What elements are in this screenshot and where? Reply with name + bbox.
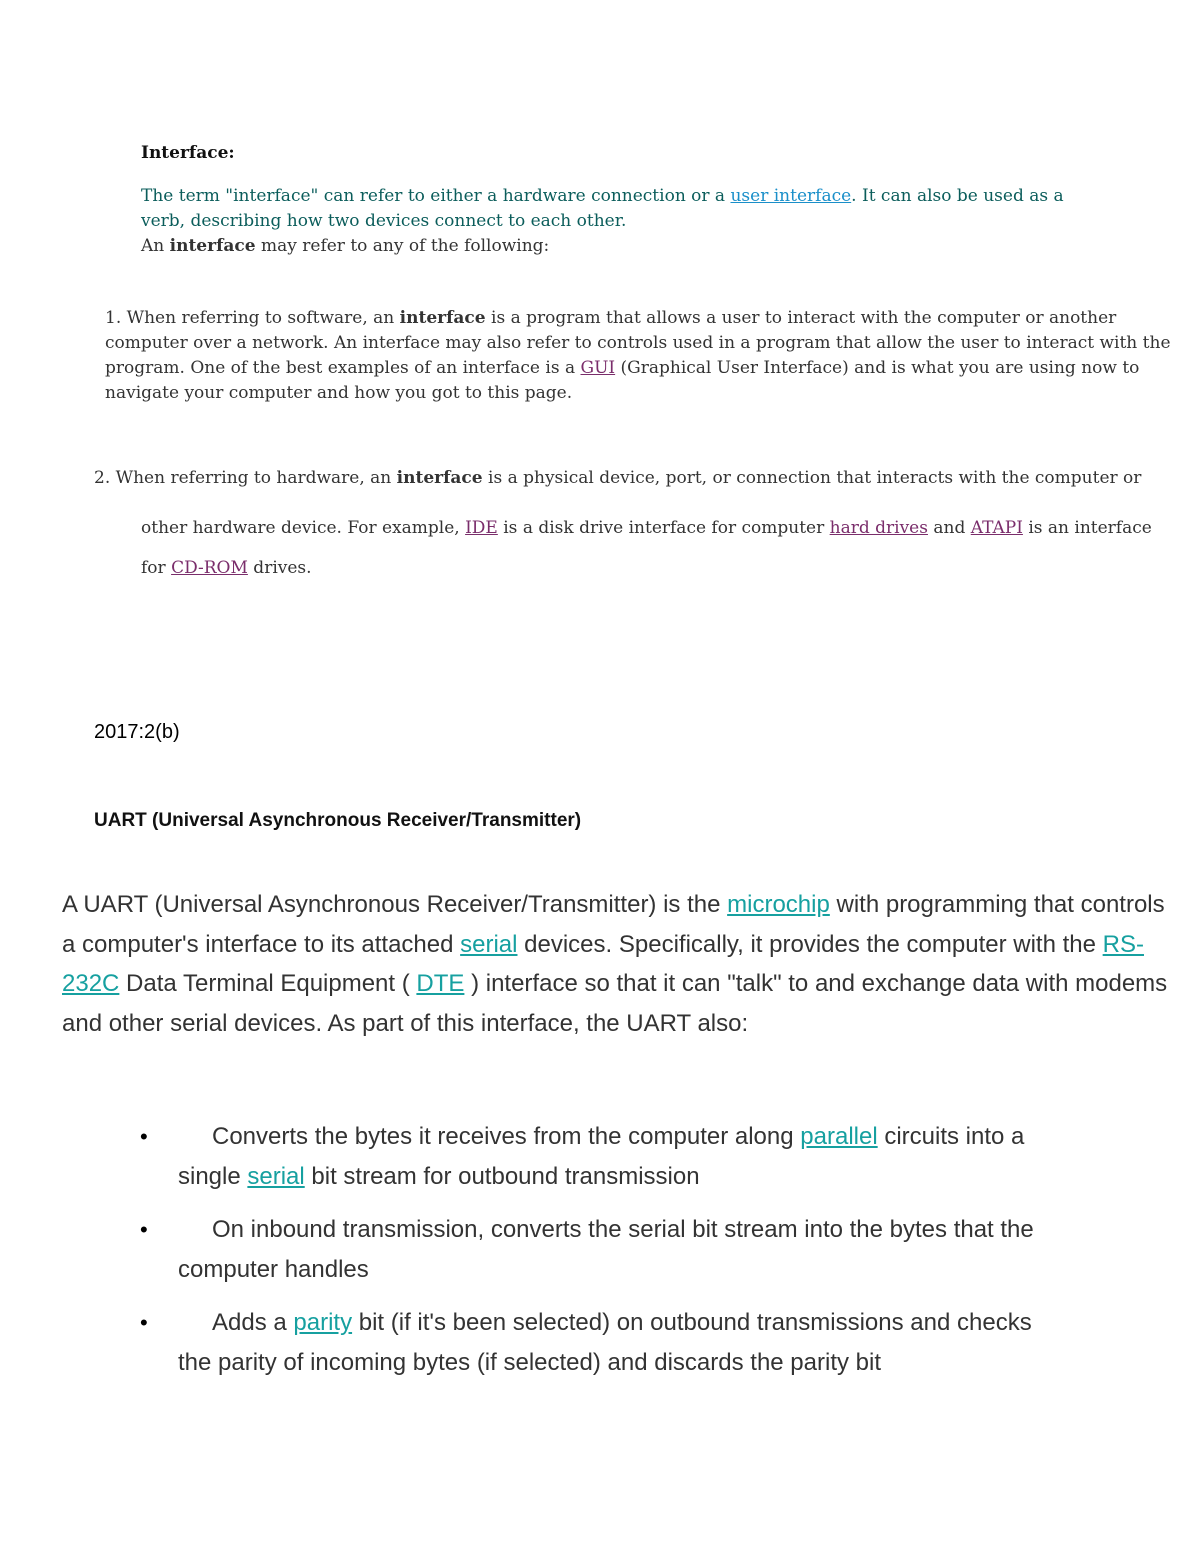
intro-text-3b: interface [169,236,256,256]
parity-link[interactable]: parity [293,1309,353,1336]
item1-text-b: interface [399,308,486,328]
bullet2-text: On inbound transmission, converts the serial bit stream into the bytes that the computer handles [178,1216,1034,1283]
microchip-link[interactable]: microchip [727,891,830,918]
ide-link[interactable]: IDE [465,518,498,538]
uart-text-4: Data Terminal Equipment ( [119,970,417,997]
uart-heading: UART (Universal Asynchronous Receiver/Transmitter) [94,810,582,831]
intro-text-1: The term "interface" can refer to either a hardware connection or a [141,186,731,206]
user-interface-link[interactable]: user interface [730,186,852,206]
bullet1-text-b: circuits into a single [178,1123,1025,1190]
bullet-dot: • [140,1217,148,1242]
bullet-item-3 [140,1303,1060,1383]
item2-text-h: drives. [247,558,312,578]
item2-text-b: interface [396,468,483,488]
uart-text-3: devices. Specifically, it provides the computer with the [517,930,1103,958]
intro-text-3c: may refer to any of the following: [255,236,550,256]
item1-text-d: (Graphical User Interface) and is what you are using now to navigate your computer and how you got to this page. [105,358,1140,403]
parallel-link[interactable]: parallel [800,1123,878,1150]
interface-item-2-cont [141,508,1181,588]
interface-item-1 [105,306,1175,406]
bullet1-text-a: Converts the bytes it receives from the computer along [212,1123,801,1150]
hard-drives-link[interactable]: hard drives [829,518,928,538]
item2-text-g: is an interface for [141,518,1152,578]
interface-item-2-line1 [94,468,1174,488]
item2-text-c: is a physical device, port, or connection that interacts with the computer or [482,468,1142,488]
bullet-dot: • [140,1124,148,1149]
item1-text-c: is a program that allows a user to interact with the computer or another computer over a network. An interface may also refer to controls used in a program that allow the user to interact with the program. One of the best examples of an interface is a [105,308,1171,378]
bullet3-text-a: Adds a [212,1309,294,1336]
gui-link[interactable]: GUI [580,358,616,378]
intro-text-2: . It can also be used as a verb, describing how two devices connect to each other. [141,186,1064,231]
uart-text-2: with programming that controls a computer's interface to its attached [62,891,1165,958]
item1-text-a: 1. When referring to software, an [105,308,400,328]
item2-text-f: and [927,518,971,538]
bullet-dot: • [140,1310,148,1335]
interface-title: Interface: [141,143,235,163]
item2-text-a: 2. When referring to hardware, an [94,468,397,488]
uart-text-5: ) interface so that it can "talk" to and exchange data with modems and other serial devices. As part of this interface, the UART also: [62,970,1168,1037]
uart-paragraph [62,885,1172,1043]
bullet-item-2 [140,1210,1060,1290]
dte-link[interactable]: DTE [416,970,465,997]
atapi-link[interactable]: ATAPI [970,518,1023,538]
rs-232c-link[interactable]: RS-232C [62,930,1144,997]
serial-link[interactable]: serial [460,930,518,958]
interface-intro [141,184,1091,259]
bullet3-text-b: bit (if it's been selected) on outbound transmissions and checks the parity of incoming bytes (if selected) and discards the parity bit [178,1309,1032,1376]
item2-text-d: other hardware device. For example, [141,518,466,538]
intro-text-3a: An [141,236,170,256]
bullet-item-1 [140,1117,1060,1197]
item2-text-e: is a disk drive interface for computer [497,518,830,538]
bullet1-text-c: bit stream for outbound transmission [304,1163,700,1190]
uart-text-1: A UART (Universal Asynchronous Receiver/Transmitter) is the [62,891,728,918]
year-heading: 2017:2(b) [94,721,180,743]
cd-rom-link[interactable]: CD-ROM [171,558,248,578]
bullet-serial-link[interactable]: serial [247,1163,305,1190]
